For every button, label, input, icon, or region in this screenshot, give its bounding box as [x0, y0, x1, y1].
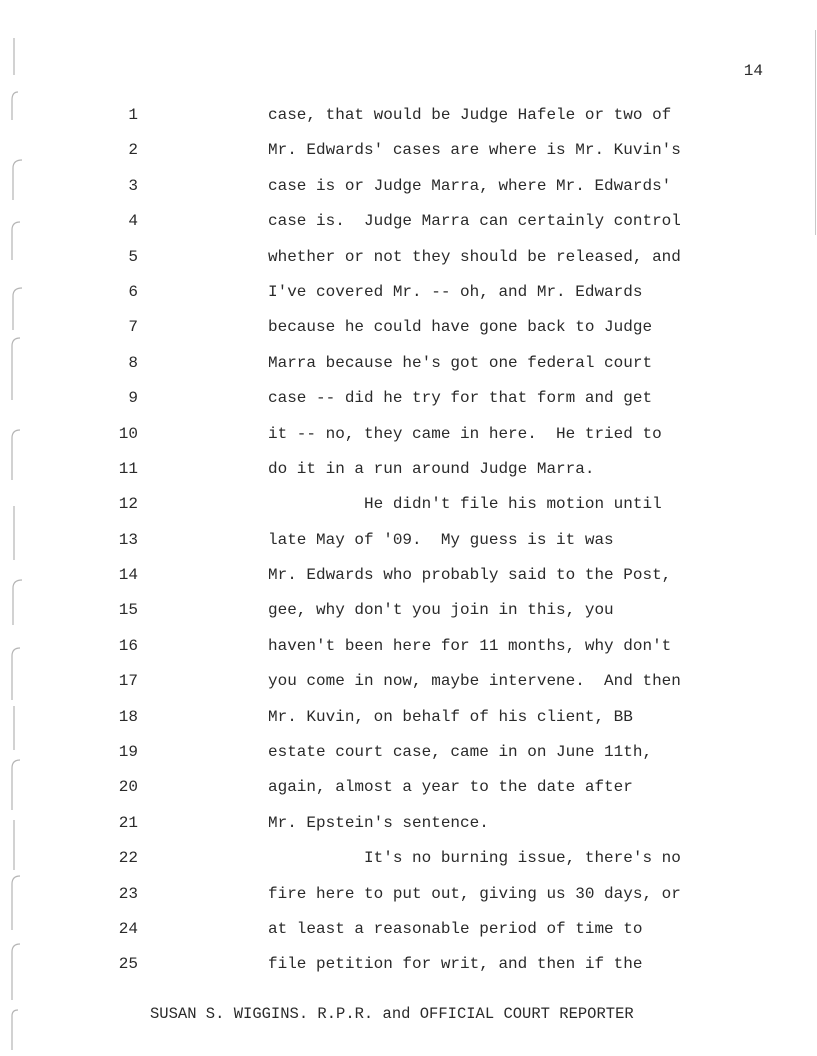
line-text: haven't been here for 11 months, why don't — [268, 636, 672, 655]
line-number: 6 — [128, 282, 138, 301]
line-text: Mr. Kuvin, on behalf of his client, BB — [268, 707, 633, 726]
line-number: 24 — [118, 919, 138, 938]
transcript-line — [0, 953, 817, 988]
line-text: Mr. Epstein's sentence. — [268, 813, 489, 832]
transcript-line — [0, 423, 817, 458]
line-number: 23 — [118, 884, 138, 903]
line-text: it -- no, they came in here. He tried to — [268, 424, 662, 443]
line-number: 25 — [118, 955, 138, 974]
transcript-line — [0, 281, 817, 316]
line-text: Mr. Edwards who probably said to the Post, — [268, 566, 672, 585]
line-text: It's no burning issue, there's no — [268, 849, 681, 868]
line-text: I've covered Mr. -- oh, and Mr. Edwards — [268, 282, 643, 301]
line-number: 7 — [128, 318, 138, 337]
line-number: 16 — [118, 636, 138, 655]
transcript-lines — [0, 104, 817, 989]
line-number: 22 — [118, 849, 138, 868]
line-text: because he could have gone back to Judge — [268, 318, 653, 337]
line-text: again, almost a year to the date after — [268, 778, 633, 797]
transcript-line — [0, 104, 817, 139]
transcript-line — [0, 635, 817, 670]
line-text: late May of '09. My guess is it was — [268, 530, 614, 549]
line-text: Marra because he's got one federal court — [268, 353, 653, 372]
line-number: 12 — [118, 495, 138, 514]
line-number: 17 — [118, 672, 138, 691]
line-number: 18 — [118, 707, 138, 726]
line-number: 3 — [128, 176, 138, 195]
line-number: 19 — [118, 743, 138, 762]
line-number: 1 — [128, 106, 138, 124]
line-number: 4 — [128, 212, 138, 231]
line-text: fire here to put out, giving us 30 days, or — [268, 884, 681, 903]
transcript-line — [0, 246, 817, 281]
line-text: whether or not they should be released, and — [268, 247, 681, 266]
transcript-line — [0, 493, 817, 528]
transcript-line — [0, 139, 817, 174]
line-text: you come in now, maybe intervene. And then — [268, 672, 681, 691]
line-text: case is or Judge Marra, where Mr. Edwards' — [268, 176, 672, 195]
transcript-line — [0, 918, 817, 953]
transcript-line — [0, 352, 817, 387]
court-reporter-footer: SUSAN S. WIGGINS. R.P.R. and OFFICIAL COURT REPORTER — [150, 1005, 634, 1023]
line-text: gee, why don't you join in this, you — [268, 601, 614, 620]
line-text: at least a reasonable period of time to — [268, 919, 643, 938]
line-text: case, that would be Judge Hafele or two of — [268, 106, 672, 124]
line-number: 13 — [118, 530, 138, 549]
transcript-line — [0, 529, 817, 564]
line-number: 11 — [118, 459, 138, 478]
transcript-line — [0, 741, 817, 776]
line-number: 5 — [128, 247, 138, 266]
page-number: 14 — [743, 62, 763, 80]
transcript-line — [0, 387, 817, 422]
line-text: file petition for writ, and then if the — [268, 955, 643, 974]
line-number: 2 — [128, 141, 138, 160]
transcript-line — [0, 776, 817, 811]
transcript-line — [0, 706, 817, 741]
transcript-line — [0, 883, 817, 918]
transcript-line — [0, 599, 817, 634]
line-number: 20 — [118, 778, 138, 797]
line-number: 10 — [118, 424, 138, 443]
line-number: 14 — [118, 566, 138, 585]
line-number: 9 — [128, 389, 138, 408]
line-text: estate court case, came in on June 11th, — [268, 743, 653, 762]
transcript-line — [0, 564, 817, 599]
line-text: He didn't file his motion until — [268, 495, 662, 514]
transcript-line — [0, 458, 817, 493]
transcript-line — [0, 210, 817, 245]
line-text: Mr. Edwards' cases are where is Mr. Kuvin's — [268, 141, 681, 160]
line-text: do it in a run around Judge Marra. — [268, 459, 595, 478]
transcript-line — [0, 670, 817, 705]
line-number: 8 — [128, 353, 138, 372]
line-text: case -- did he try for that form and get — [268, 389, 653, 408]
line-number: 15 — [118, 601, 138, 620]
transcript-line — [0, 812, 817, 847]
line-number: 21 — [118, 813, 138, 832]
transcript-line — [0, 316, 817, 351]
transcript-line — [0, 175, 817, 210]
line-text: case is. Judge Marra can certainly control — [268, 212, 681, 231]
transcript-line — [0, 847, 817, 882]
